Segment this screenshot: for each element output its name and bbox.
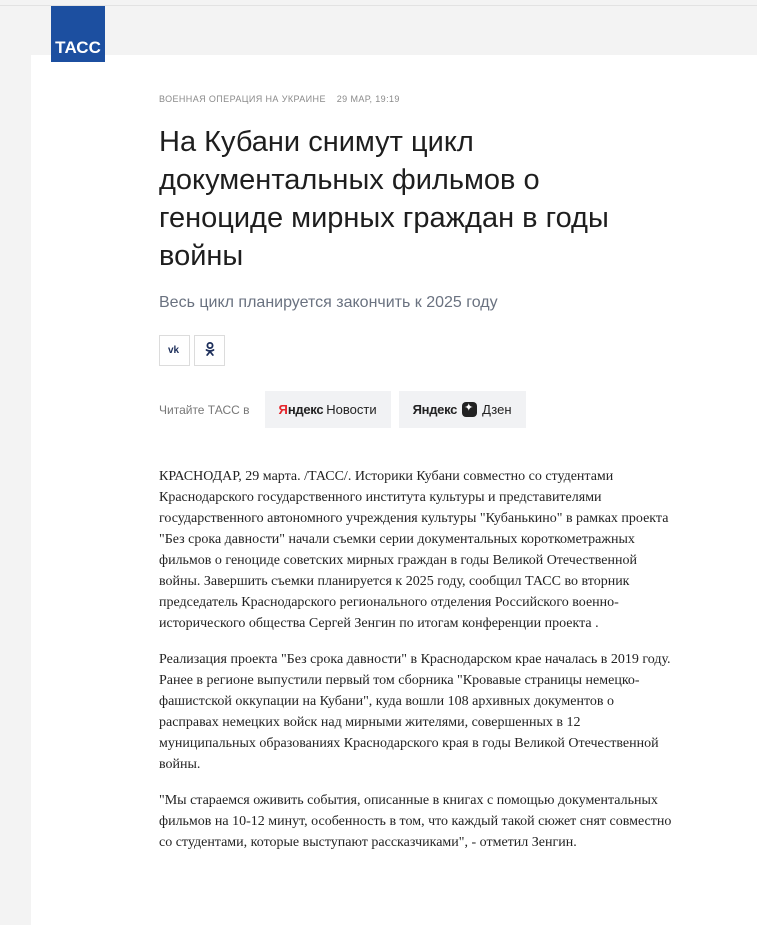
article-body — [159, 466, 674, 868]
svg-text:vk: vk — [168, 344, 180, 354]
share-buttons — [159, 335, 225, 366]
yandex-news-brand-rest: ндекс — [287, 402, 324, 417]
article-paragraph: "Мы стараемся оживить события, описанные в книгах с помощью документальных фильмов на 10-12 минут, особенность в том, что каждый такой сюжет снят совместно со студентами, которые выступают рассказчиками", - отметил Зенгин. — [159, 793, 672, 850]
article-subtitle: Весь цикл планируется закончить к 2025 году — [159, 294, 498, 311]
vk-share-button[interactable] — [159, 335, 190, 366]
read-in-section — [159, 391, 534, 428]
ok-share-button[interactable] — [194, 335, 225, 366]
article-title: На Кубани снимут цикл документальных фильмов о геноциде мирных граждан в годы войны — [159, 126, 609, 272]
yandex-news-brand-first: Я — [278, 402, 288, 417]
article-category[interactable]: ВОЕННАЯ ОПЕРАЦИЯ НА УКРАИНЕ — [159, 94, 326, 104]
yandex-dzen-button[interactable] — [399, 391, 526, 428]
dzen-icon — [462, 402, 477, 417]
read-in-label: Читайте ТАСС в — [159, 402, 250, 417]
article-meta — [159, 94, 400, 104]
yandex-news-button[interactable] — [265, 391, 391, 428]
top-divider — [0, 5, 757, 6]
odnoklassniki-icon — [205, 342, 215, 359]
article-paragraph: Реализация проекта "Без срока давности" в Краснодарском крае началась в 2019 году. Ранее в регионе выпустили первый том сборника "Кровавые страницы немецко-фашистской оккупации на Кубани", куда вошли 108 архивных документов о расправах немецких войск над мирными жителями, совершенных в 12 муниципальных образованиях Краснодарского края в годы Великой Отечественной войны. — [159, 652, 671, 772]
article-paragraph: КРАСНОДАР, 29 марта. /ТАСС/. Историки Кубани совместно со студентами Краснодарского государственного института культуры и представителями государственного автономного учреждения культуры "Кубанькино" в рамках проекта "Без срока давности" начали съемки серии документальных короткометражных фильмов о геноциде советских мирных граждан в годы Великой Отечественной войны. Завершить съемки планируется к 2025 году, сообщил ТАСС во вторник председатель Краснодарского регионального отделения Российского военно-исторического общества Сергей Зенгин по итогам конференции проекта . — [159, 469, 669, 631]
tass-logo[interactable] — [51, 6, 105, 62]
yandex-dzen-product: Дзен — [482, 402, 512, 417]
yandex-news-product: Новости — [326, 402, 377, 417]
yandex-dzen-brand: Яндекс — [412, 402, 458, 417]
vk-icon — [168, 345, 181, 357]
article-date: 29 МАР, 19:19 — [336, 94, 400, 104]
logo-text: ТАСС — [55, 38, 101, 57]
